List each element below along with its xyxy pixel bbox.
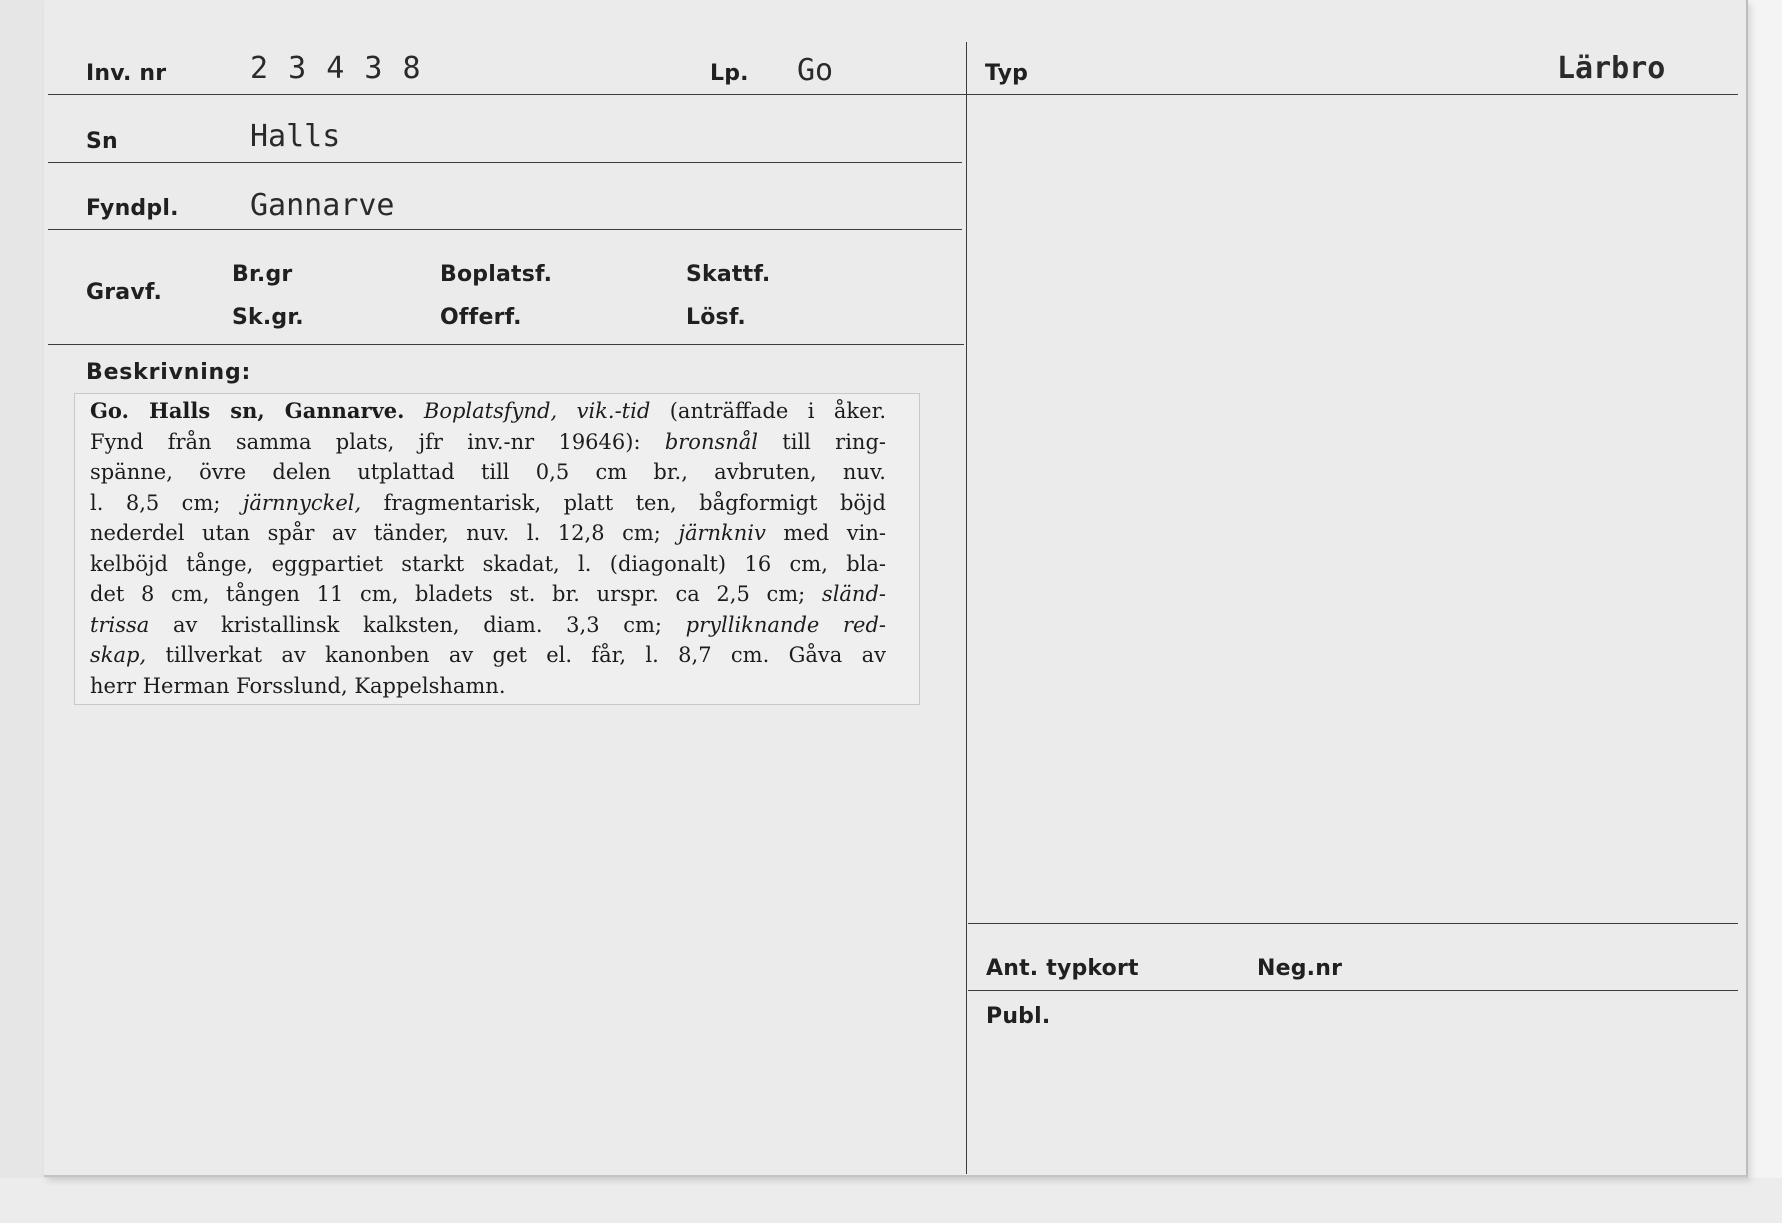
skgr-label: Sk.gr. [232,305,304,330]
typ-value: Lärbro [1557,51,1666,86]
sn-value: Halls [250,119,341,154]
description-segment: herr Herman Forsslund, Kappelshamn. [90,673,506,698]
description-italic-term: trissa [90,612,150,637]
ant-typkort-label: Ant. typkort [986,956,1139,981]
lp-label: Lp. [710,61,749,86]
boplatsf-label: Boplatsf. [440,262,553,287]
losf-label: Lösf. [686,305,746,330]
description-segment: spänne, övre delen utplattad till 0,5 cm br., avbruten, nuv. [90,460,886,484]
description-text [90,396,886,701]
description-segment: av kristallinsk kalksten, diam. 3,3 cm; [149,612,686,637]
sn-label: Sn [86,129,118,154]
description-italic-term: Boplatsfynd, vik.-tid [423,399,651,423]
description-italic-term: järnnyckel, [242,490,362,515]
divider-vertical [966,42,967,1174]
divider-sn [48,162,962,163]
description-line [90,671,886,702]
scan-margin-bottom [0,1178,1782,1223]
offerf-label: Offerf. [440,305,522,330]
description-segment [404,399,423,423]
description-line [90,488,886,519]
description-italic-term: bronsnål [664,429,759,454]
divider-typ-area [968,923,1738,924]
description-segment: fragmentarisk, platt ten, bågformigt böjd [361,490,886,515]
description-line [90,396,886,427]
description-line [90,518,886,549]
inv-nr-label: Inv. nr [86,61,167,86]
description-line [90,610,886,641]
skattf-label: Skattf. [686,262,771,287]
neg-nr-label: Neg.nr [1257,956,1343,981]
description-segment: med vin- [765,521,886,545]
gravf-label: Gravf. [86,280,163,305]
description-line [90,579,886,610]
divider-fyndpl [48,229,962,230]
lp-value: Go [797,53,834,88]
description-italic-term: järnkniv [678,521,766,545]
divider-header [48,94,1738,95]
description-line [90,640,886,671]
description-line [90,549,886,580]
description-italic-term: sländ- [821,582,886,606]
scan-margin-right [1748,0,1782,1223]
divider-ant-typkort [968,990,1738,991]
description-line [90,427,886,458]
publ-label: Publ. [986,1004,1051,1029]
description-segment: kelböjd tånge, eggpartiet starkt skadat, l. (diagonalt) 16 cm, bla- [90,551,886,576]
description-italic-term: prylliknande red- [685,612,887,637]
description-bold-term: Go. Halls sn, Gannarve. [90,398,405,423]
typ-label: Typ [985,61,1029,86]
description-segment: det 8 cm, tången 11 cm, bladets st. br. urspr. ca 2,5 cm; [90,582,822,606]
beskrivning-label: Beskrivning: [86,360,252,385]
description-line [90,457,886,488]
fyndpl-label: Fyndpl. [86,196,179,221]
description-segment: (anträffade i åker. [650,399,886,423]
description-segment: nederdel utan spår av tänder, nuv. l. 12,8 cm; [90,521,679,545]
inv-nr-value: 2 3 4 3 8 [250,51,422,86]
description-segment: till ring- [758,429,886,454]
description-segment: Fynd från samma plats, jfr inv.-nr 19646): [90,429,665,454]
fyndpl-value: Gannarve [250,188,395,223]
description-segment: l. 8,5 cm; [90,490,243,515]
brgr-label: Br.gr [232,262,293,287]
description-italic-term: skap, [90,643,147,667]
divider-find-type [48,344,964,345]
description-segment: tillverkat av kanonben av get el. får, l. 8,7 cm. Gåva av [146,643,886,667]
